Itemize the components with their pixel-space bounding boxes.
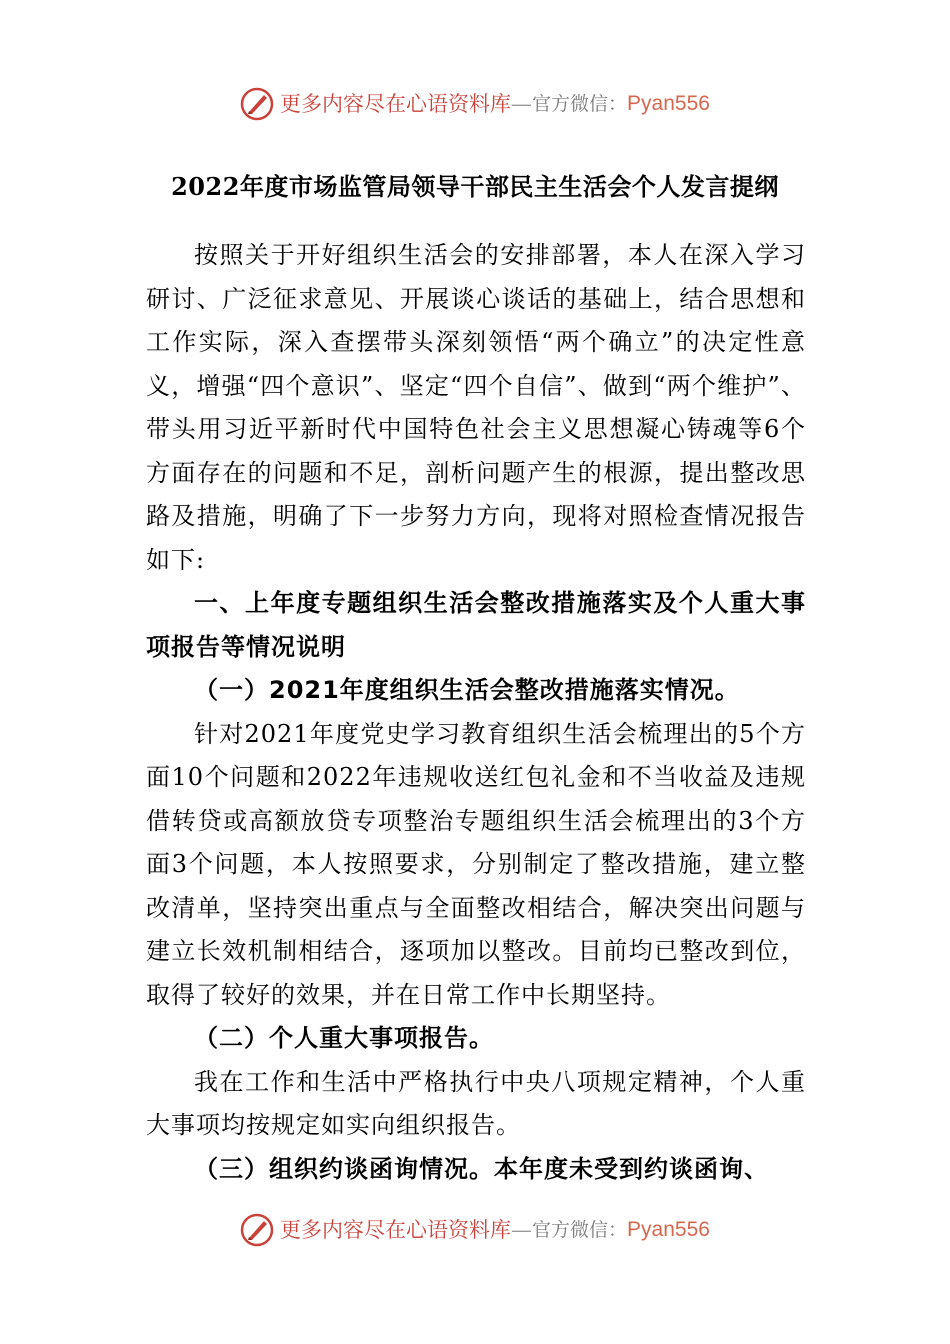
header-watermark — [0, 84, 950, 124]
document-body — [146, 234, 806, 1191]
quill-logo-icon — [240, 1213, 274, 1247]
subsection-1-paragraph: 针对2021年度党史学习教育组织生活会梳理出的5个方面10个问题和2022年违规收送红包礼金和不当收益及违规借转贷或高额放贷专项整治专题组织生活会梳理出的3个方面3个问题，本人按照要求，分别制定了整改措施，建立整改清单，坚持突出重点与全面整改相结合，解决突出问题与建立长效机制相结合，逐项加以整改。目前均已整改到位，取得了较好的效果，并在日常工作中长期坚持。 — [146, 719, 806, 1009]
watermark-official-label: 官方微信： — [532, 93, 628, 115]
watermark-main-text: 更多内容尽在心语资料库 — [280, 92, 512, 116]
subsection-heading-2: （二）个人重大事项报告。 — [194, 1024, 494, 1052]
watermark-main-text: 更多内容尽在心语资料库 — [280, 1218, 512, 1242]
watermark-separator: — — [511, 1218, 533, 1242]
footer-watermark — [0, 1210, 950, 1250]
watermark-separator: — — [511, 92, 533, 116]
watermark-wechat-id: Pyan556 — [627, 92, 710, 115]
section-heading-1: 一、上年度专题组织生活会整改措施落实及个人重大事项报告等情况说明 — [146, 589, 806, 661]
subsection-heading-3: （三）组织约谈函询情况。本年度未受到约谈函询、 — [194, 1154, 769, 1183]
subsection-2-paragraph: 我在工作和生活中严格执行中央八项规定精神，个人重大事项均按规定如实向组织报告。 — [146, 1067, 806, 1139]
subsection-heading-1: （一）2021年度组织生活会整改措施落实情况。 — [194, 676, 740, 704]
watermark-official-label: 官方微信： — [532, 1219, 628, 1241]
quill-logo-icon — [240, 87, 274, 121]
watermark-wechat-id: Pyan556 — [627, 1218, 710, 1241]
document-title: 2022年度市场监管局领导干部民主生活会个人发言提纲 — [171, 172, 779, 201]
intro-paragraph: 按照关于开好组织生活会的安排部署，本人在深入学习研讨、广泛征求意见、开展谈心谈话的基础上，结合思想和工作实际，深入查摆带头深刻领悟“两个确立”的决定性意义，增强“四个意识”、坚定“四个自信”、做到“两个维护”、带头用习近平新时代中国特色社会主义思想凝心铸魂等6个方面存在的问题和不足，剖析问题产生的根源，提出整改思路及措施，明确了下一步努力方向，现将对照检查情况报告如下: — [146, 241, 806, 574]
